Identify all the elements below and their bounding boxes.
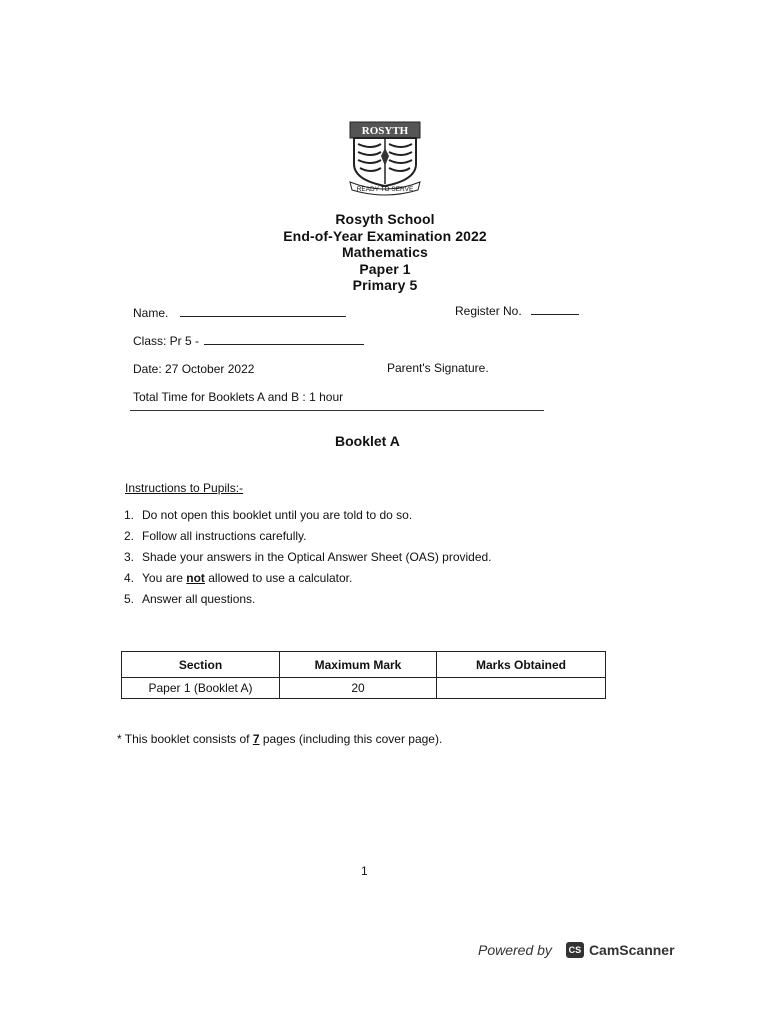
- register-field: [455, 304, 579, 318]
- page-number: 1: [361, 864, 368, 878]
- cell-marks-obtained: [437, 678, 606, 699]
- page-count: 7: [252, 732, 260, 746]
- powered-by-text: Powered by: [478, 942, 552, 958]
- cell-section: Paper 1 (Booklet A): [122, 678, 280, 699]
- school-name: Rosyth School: [335, 211, 435, 227]
- col-header-marks-obtained: Marks Obtained: [437, 652, 606, 678]
- instructions-heading: Instructions to Pupils:-: [125, 481, 244, 495]
- header-divider: [130, 410, 544, 411]
- class-blank-line: [204, 344, 364, 345]
- instructions-list: [124, 508, 492, 613]
- camscanner-watermark: [478, 942, 675, 958]
- booklet-title: Booklet A: [335, 433, 400, 449]
- level-title: Primary 5: [352, 277, 418, 293]
- instruction-item: 2. Follow all instructions carefully.: [124, 529, 307, 543]
- table-row: [122, 678, 606, 699]
- name-blank-line: [180, 316, 346, 317]
- cell-max-mark: 20: [280, 678, 437, 699]
- page-count-note: * This booklet consists of 7 pages (including this cover page).: [117, 732, 443, 746]
- camscanner-icon: CS: [566, 942, 584, 958]
- school-crest-logo: [346, 120, 424, 196]
- instruction-item: 3. Shade your answers in the Optical Answer Sheet (OAS) provided.: [124, 550, 492, 564]
- instruction-item: 4. You are not allowed to use a calculator.: [124, 571, 353, 585]
- instruction-item: 5. Answer all questions.: [124, 592, 256, 606]
- crest-banner-text: ROSYTH: [361, 125, 409, 137]
- register-label: Register No.: [455, 304, 522, 318]
- total-time-text: Total Time for Booklets A and B : 1 hour: [133, 390, 344, 404]
- col-header-max-mark: Maximum Mark: [280, 652, 437, 678]
- marks-table: [121, 651, 606, 699]
- name-field: [133, 306, 346, 320]
- class-label: Class: Pr 5 -: [133, 334, 200, 348]
- date-text: Date: 27 October 2022: [133, 362, 255, 376]
- name-label: Name.: [133, 306, 169, 320]
- exam-title-block: [185, 211, 585, 294]
- subject-title: Mathematics: [342, 244, 428, 260]
- class-field: [133, 334, 364, 348]
- emphasis-not: not: [186, 571, 205, 585]
- marks-table-header-row: [122, 652, 606, 678]
- camscanner-brand: CamScanner: [588, 942, 675, 958]
- register-blank-line: [531, 314, 579, 315]
- paper-title: Paper 1: [359, 260, 411, 277]
- parent-signature-label: Parent's Signature.: [387, 361, 489, 375]
- instruction-item: 1. Do not open this booklet until you are told to do so.: [124, 508, 413, 522]
- exam-title: End-of-Year Examination 2022: [283, 227, 487, 244]
- col-header-section: Section: [122, 652, 280, 678]
- crest-motto-text: READY TO SERVE: [356, 186, 414, 193]
